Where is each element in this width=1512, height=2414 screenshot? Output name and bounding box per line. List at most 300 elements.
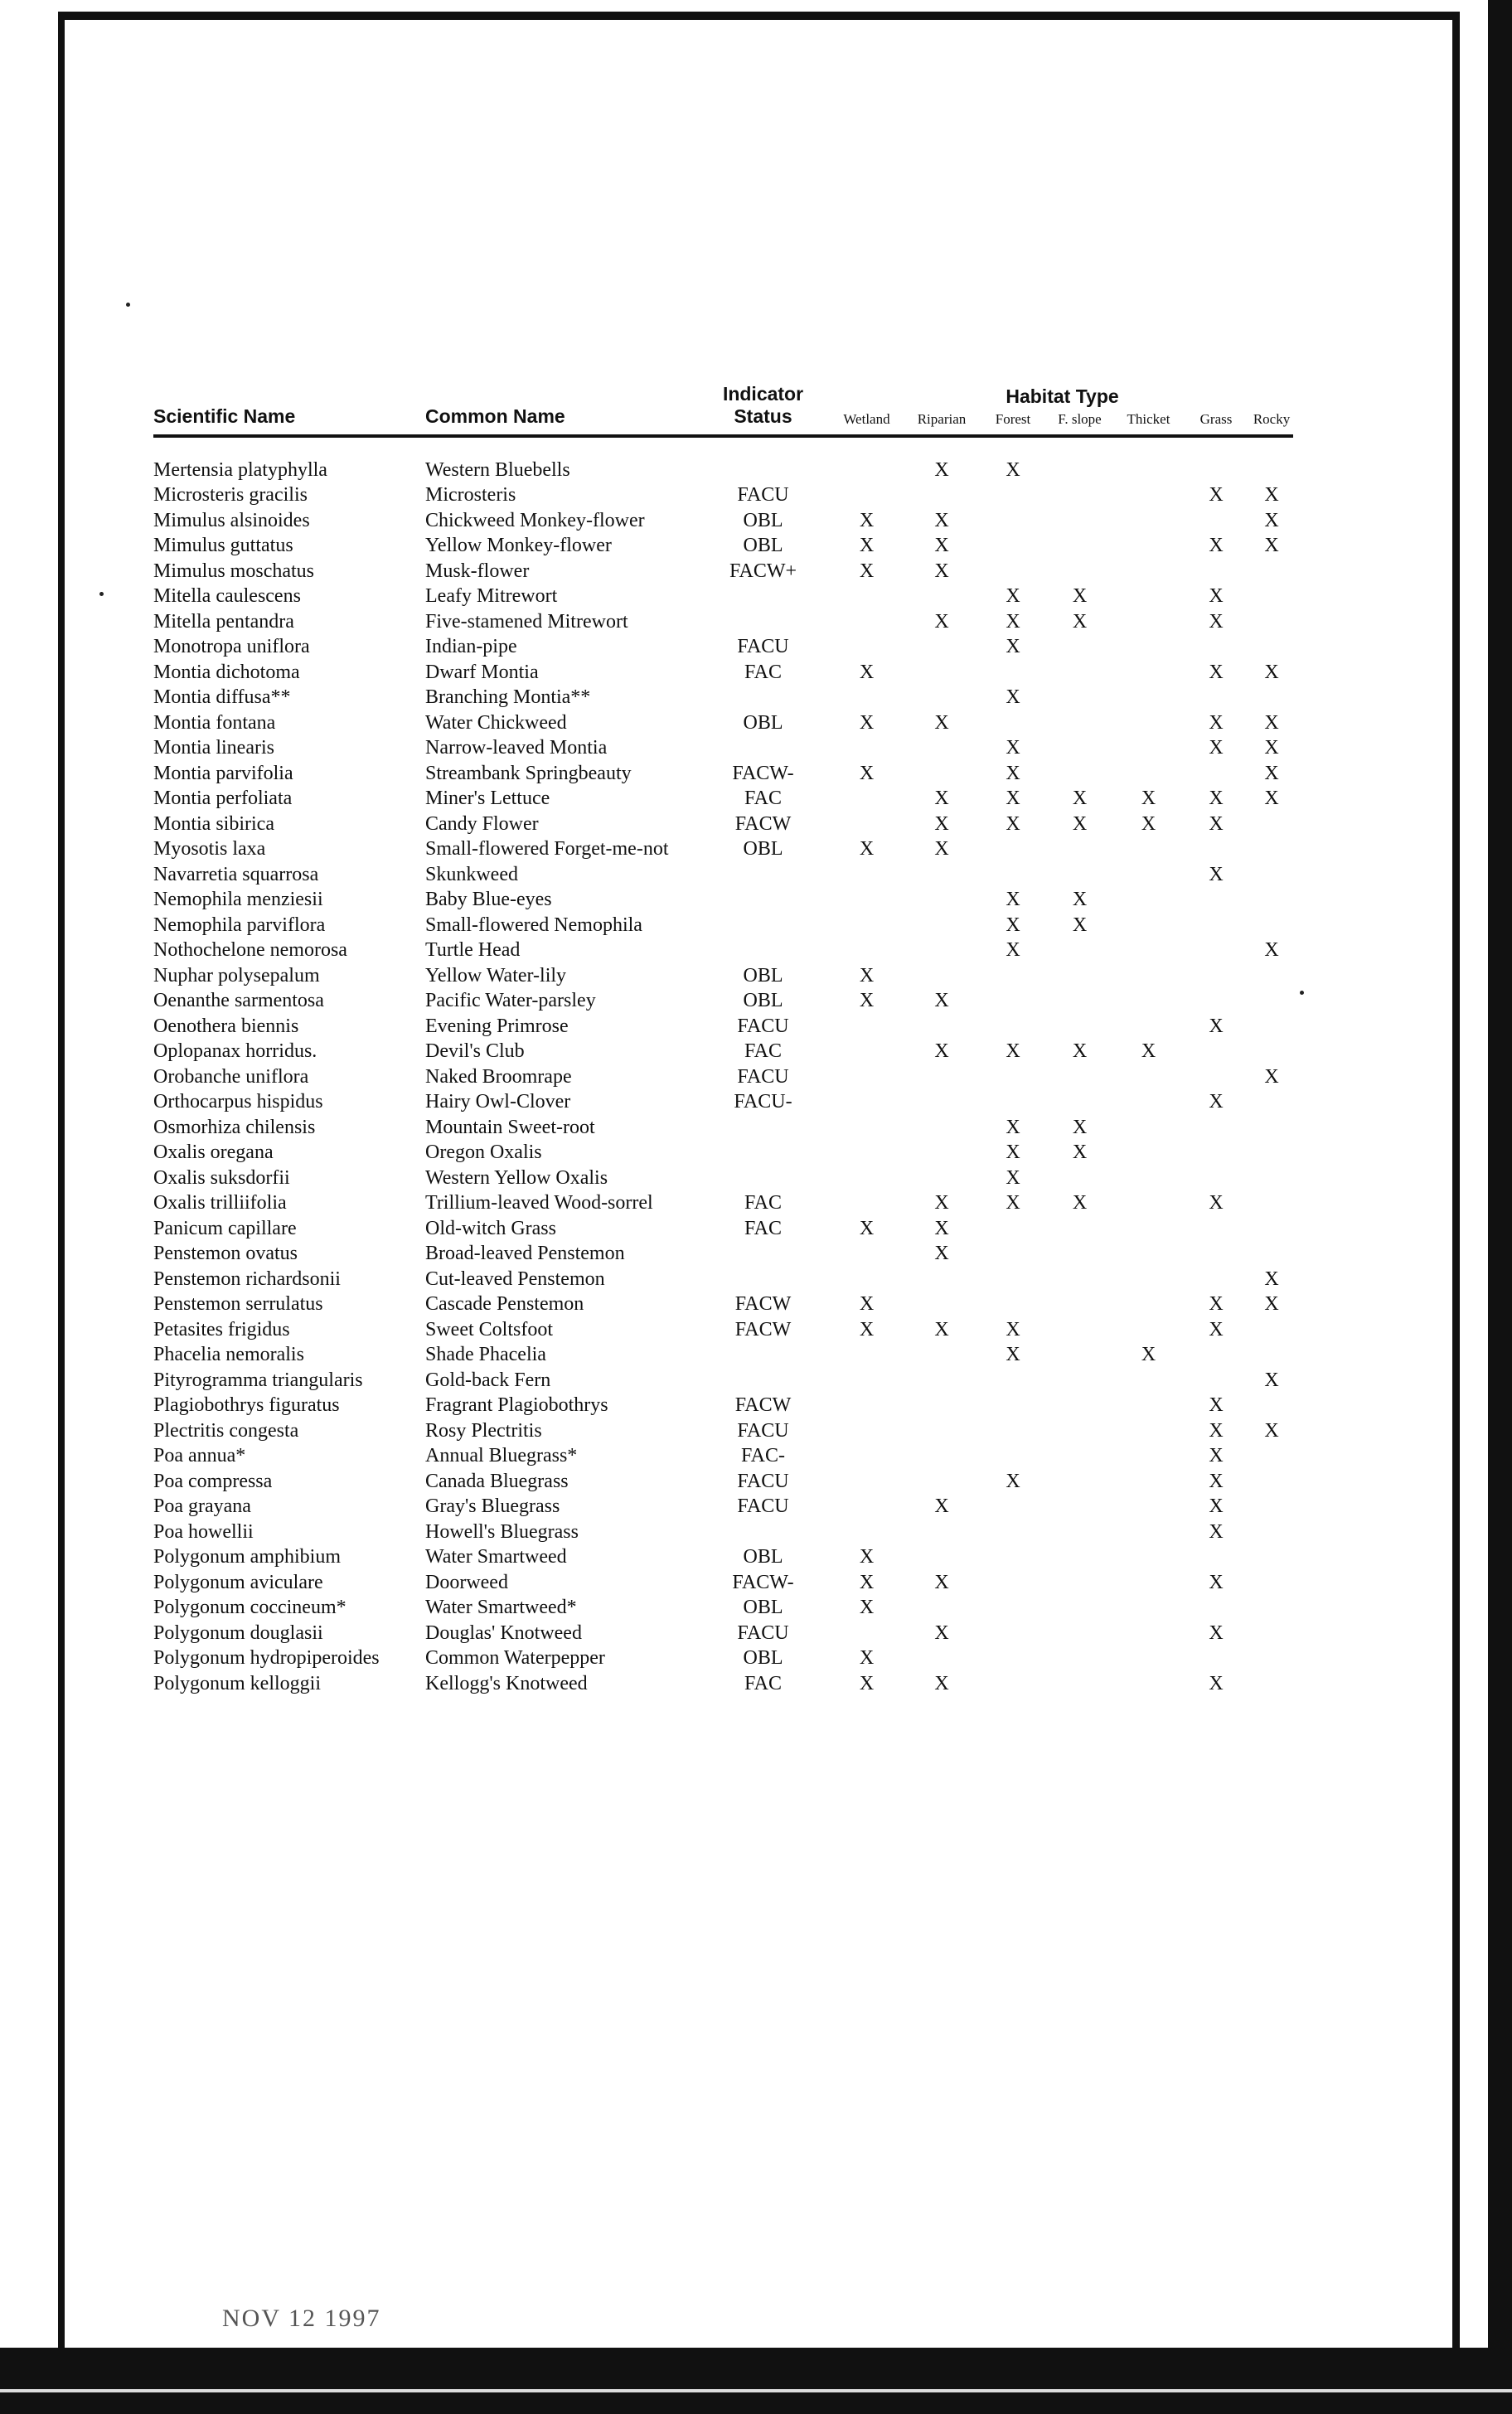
scientific-name-cell: Polygonum amphibium	[153, 1546, 342, 1568]
habitat-mark-cell	[902, 963, 981, 989]
indicator-status-cell: OBL	[743, 990, 783, 1012]
habitat-mark-cell	[902, 1292, 981, 1318]
indicator-status-cell	[695, 1267, 831, 1292]
habitat-mark-cell	[902, 686, 981, 711]
table-row	[153, 1596, 1293, 1621]
habitat-mark-cell: X	[934, 838, 949, 860]
habitat-mark-cell	[902, 1394, 981, 1419]
habitat-mark-cell	[831, 862, 902, 888]
habitat-mark-cell	[1115, 1671, 1182, 1697]
habitat-mark-cell	[1250, 1014, 1293, 1040]
habitat-mark-cell	[902, 1520, 981, 1545]
habitat-mark-cell	[1250, 635, 1293, 661]
habitat-mark-cell	[1182, 559, 1250, 584]
habitat-mark-cell: X	[859, 990, 875, 1012]
habitat-mark-cell	[1250, 1090, 1293, 1116]
habitat-mark-cell	[1044, 1216, 1115, 1242]
table-row	[153, 1394, 1293, 1419]
habitat-mark-cell: X	[1006, 914, 1020, 936]
scientific-name-cell: Polygonum aviculare	[153, 1571, 323, 1593]
habitat-mark-cell	[1115, 710, 1182, 736]
habitat-mark-cell	[902, 635, 981, 661]
indicator-status-cell	[695, 1242, 831, 1268]
habitat-mark-cell	[902, 1141, 981, 1166]
scientific-name-cell: Panicum capillare	[153, 1217, 297, 1239]
habitat-mark-cell: X	[1264, 1369, 1279, 1391]
habitat-mark-cell	[1182, 1596, 1250, 1621]
habitat-mark-cell	[1182, 1267, 1250, 1292]
habitat-mark-cell	[1115, 1570, 1182, 1596]
habitat-mark-cell: X	[934, 812, 949, 835]
habitat-mark-cell	[1182, 436, 1250, 483]
scientific-name-cell: Navarretia squarrosa	[153, 863, 319, 885]
habitat-mark-cell	[1115, 1545, 1182, 1571]
indicator-status-cell: FACU	[737, 1065, 789, 1088]
table-row	[153, 989, 1293, 1015]
habitat-mark-cell	[981, 660, 1044, 686]
habitat-mark-cell	[1115, 963, 1182, 989]
scientific-name-cell: Oenanthe sarmentosa	[153, 990, 324, 1012]
habitat-mark-cell	[1250, 686, 1293, 711]
habitat-mark-cell: X	[859, 1647, 875, 1670]
habitat-mark-cell	[831, 1141, 902, 1166]
habitat-mark-cell	[831, 1090, 902, 1116]
habitat-mark-cell	[1182, 1216, 1250, 1242]
indicator-status-cell: FACW	[734, 1394, 792, 1417]
habitat-mark-cell	[1115, 1267, 1182, 1292]
indicator-status-cell: FACU	[737, 1015, 789, 1037]
scientific-name-cell: Plagiobothrys figuratus	[153, 1394, 340, 1417]
scientific-name-cell: Poa compressa	[153, 1470, 273, 1492]
habitat-mark-cell	[1182, 635, 1250, 661]
common-name-cell: Narrow-leaved Montia	[425, 737, 608, 759]
habitat-mark-cell: X	[1072, 1142, 1088, 1164]
habitat-mark-cell: X	[1264, 661, 1279, 683]
common-name-cell: Five-stamened Mitrewort	[425, 610, 628, 633]
habitat-mark-cell	[1250, 812, 1293, 837]
habitat-mark-cell: X	[934, 1571, 949, 1593]
scientific-name-cell: Microsteris gracilis	[153, 484, 308, 507]
habitat-mark-cell	[1250, 1317, 1293, 1343]
habitat-mark-cell	[1115, 609, 1182, 635]
habitat-mark-cell: X	[1264, 509, 1279, 531]
habitat-mark-cell: X	[1006, 1470, 1020, 1492]
header-habitat-forest: Forest	[981, 408, 1044, 436]
habitat-mark-cell: X	[859, 1217, 875, 1239]
habitat-mark-cell	[1115, 1317, 1182, 1343]
indicator-status-cell: FACU	[737, 484, 789, 507]
common-name-cell: Branching Montia**	[425, 686, 591, 709]
indicator-status-cell: OBL	[743, 1647, 783, 1670]
habitat-mark-cell	[1182, 1141, 1250, 1166]
habitat-mark-cell	[1115, 1064, 1182, 1090]
indicator-status-cell: OBL	[743, 964, 783, 986]
scientific-name-cell: Mimulus moschatus	[153, 560, 315, 582]
habitat-mark-cell	[1115, 1368, 1182, 1394]
habitat-mark-cell	[831, 787, 902, 812]
habitat-mark-cell: X	[1072, 914, 1088, 936]
habitat-mark-cell: X	[1141, 1040, 1156, 1063]
common-name-cell: Skunkweed	[425, 863, 518, 885]
habitat-mark-cell	[831, 913, 902, 938]
habitat-mark-cell: X	[1209, 812, 1224, 835]
habitat-mark-cell	[902, 1090, 981, 1116]
habitat-mark-cell: X	[859, 762, 875, 784]
habitat-mark-cell: X	[1209, 1015, 1224, 1037]
common-name-cell: Hairy Owl-Clover	[425, 1091, 571, 1113]
habitat-mark-cell: X	[859, 1571, 875, 1593]
common-name-cell: Mountain Sweet-root	[425, 1116, 595, 1138]
header-habitat-f-slope: F. slope	[1044, 408, 1115, 436]
habitat-mark-cell: X	[1141, 1344, 1156, 1366]
habitat-mark-cell	[902, 888, 981, 914]
habitat-mark-cell	[1044, 1242, 1115, 1268]
habitat-mark-cell	[1044, 1596, 1115, 1621]
common-name-cell: Douglas' Knotweed	[425, 1621, 582, 1644]
habitat-mark-cell: X	[1264, 737, 1279, 759]
habitat-mark-cell	[1115, 1394, 1182, 1419]
habitat-mark-cell: X	[1264, 535, 1279, 557]
common-name-cell: Musk-flower	[425, 560, 530, 582]
habitat-mark-cell	[902, 1444, 981, 1470]
habitat-mark-cell: X	[1209, 788, 1224, 810]
common-name-cell: Water Chickweed	[425, 711, 567, 734]
habitat-mark-cell	[1044, 1014, 1115, 1040]
scan-speck	[99, 592, 104, 596]
common-name-cell: Shade Phacelia	[425, 1344, 546, 1366]
habitat-mark-cell	[1115, 1115, 1182, 1141]
habitat-mark-cell: X	[934, 458, 949, 481]
habitat-mark-cell	[1250, 1596, 1293, 1621]
habitat-mark-cell	[1115, 1469, 1182, 1495]
habitat-mark-cell: X	[1264, 711, 1279, 734]
habitat-mark-cell: X	[1006, 610, 1020, 633]
table-row	[153, 660, 1293, 686]
table-row	[153, 635, 1293, 661]
habitat-mark-cell	[1250, 1141, 1293, 1166]
indicator-status-cell: FACW-	[732, 1571, 794, 1593]
habitat-mark-cell: X	[1209, 585, 1224, 608]
habitat-mark-cell: X	[1141, 788, 1156, 810]
habitat-mark-cell	[981, 559, 1044, 584]
habitat-mark-cell: X	[859, 964, 875, 986]
habitat-mark-cell: X	[1006, 686, 1020, 709]
table-row	[153, 609, 1293, 635]
habitat-mark-cell: X	[934, 1040, 949, 1063]
table-row	[153, 1317, 1293, 1343]
habitat-mark-cell	[1044, 483, 1115, 509]
table-row	[153, 584, 1293, 610]
habitat-mark-cell	[1250, 1671, 1293, 1697]
habitat-mark-cell	[981, 862, 1044, 888]
habitat-mark-cell	[1044, 938, 1115, 964]
indicator-status-cell: FAC	[744, 1040, 782, 1063]
indicator-status-cell: FACU	[737, 1621, 789, 1644]
indicator-status-cell: FAC	[744, 1672, 782, 1694]
common-name-cell: Old-witch Grass	[425, 1217, 556, 1239]
habitat-mark-cell: X	[1072, 1192, 1088, 1214]
scientific-name-cell: Mimulus alsinoides	[153, 509, 310, 531]
table-row	[153, 483, 1293, 509]
habitat-mark-cell	[1115, 1141, 1182, 1166]
table-row	[153, 534, 1293, 560]
page-border-left	[58, 12, 65, 2349]
habitat-mark-cell	[831, 1495, 902, 1520]
scan-speck	[126, 303, 130, 307]
habitat-mark-cell: X	[1264, 1065, 1279, 1088]
indicator-status-cell	[695, 1115, 831, 1141]
habitat-mark-cell	[1044, 1394, 1115, 1419]
habitat-mark-cell	[902, 1469, 981, 1495]
habitat-mark-cell	[1250, 1545, 1293, 1571]
habitat-mark-cell: X	[1072, 788, 1088, 810]
scientific-name-cell: Polygonum hydropiperoides	[153, 1647, 380, 1670]
habitat-mark-cell	[1044, 1520, 1115, 1545]
habitat-table	[153, 383, 1293, 1697]
habitat-mark-cell	[1115, 862, 1182, 888]
habitat-mark-cell	[981, 1216, 1044, 1242]
habitat-mark-cell	[981, 534, 1044, 560]
habitat-mark-cell	[831, 1166, 902, 1191]
scan-edge-bottom	[0, 2348, 1512, 2414]
habitat-mark-cell	[902, 1646, 981, 1672]
common-name-cell: Gold-back Fern	[425, 1369, 551, 1391]
habitat-mark-cell	[1044, 635, 1115, 661]
table-row	[153, 963, 1293, 989]
scientific-name-cell: Nemophila parviflora	[153, 914, 326, 936]
common-name-cell: Small-flowered Forget-me-not	[425, 838, 669, 860]
habitat-mark-cell	[1250, 559, 1293, 584]
habitat-mark-cell	[981, 1520, 1044, 1545]
habitat-mark-cell	[1250, 1115, 1293, 1141]
habitat-mark-cell	[1044, 761, 1115, 787]
habitat-mark-cell	[1115, 686, 1182, 711]
habitat-mark-cell	[1044, 989, 1115, 1015]
table-row	[153, 1166, 1293, 1191]
common-name-cell: Canada Bluegrass	[425, 1470, 569, 1492]
habitat-mark-cell	[902, 1115, 981, 1141]
indicator-status-cell	[695, 1520, 831, 1545]
habitat-mark-cell	[1115, 1495, 1182, 1520]
habitat-mark-cell	[981, 963, 1044, 989]
table-row	[153, 1671, 1293, 1697]
common-name-cell: Trillium-leaved Wood-sorrel	[425, 1192, 653, 1214]
header-habitat-rocky: Rocky	[1250, 408, 1293, 436]
habitat-mark-cell: X	[1072, 1116, 1088, 1138]
table-row	[153, 1495, 1293, 1520]
indicator-status-cell	[695, 1166, 831, 1191]
habitat-mark-cell	[981, 1368, 1044, 1394]
indicator-status-cell: FACU	[737, 636, 789, 658]
header-common-name: Common Name	[425, 383, 695, 436]
habitat-mark-cell: X	[934, 1621, 949, 1644]
habitat-mark-cell	[831, 1469, 902, 1495]
habitat-mark-cell	[1115, 483, 1182, 509]
habitat-mark-cell	[831, 1418, 902, 1444]
habitat-mark-cell	[1115, 1621, 1182, 1646]
common-name-cell: Candy Flower	[425, 812, 539, 835]
habitat-mark-cell	[1044, 837, 1115, 863]
indicator-status-cell: FAC-	[741, 1445, 785, 1467]
habitat-mark-cell	[1182, 508, 1250, 534]
habitat-mark-cell: X	[859, 1293, 875, 1316]
habitat-mark-cell	[981, 1545, 1044, 1571]
common-name-cell: Doorweed	[425, 1571, 508, 1593]
habitat-mark-cell	[1044, 710, 1115, 736]
habitat-mark-cell	[1115, 1596, 1182, 1621]
common-name-cell: Small-flowered Nemophila	[425, 914, 642, 936]
habitat-mark-cell	[1182, 963, 1250, 989]
habitat-mark-cell	[831, 635, 902, 661]
habitat-mark-cell: X	[934, 610, 949, 633]
habitat-mark-cell	[1115, 660, 1182, 686]
habitat-mark-cell	[981, 1495, 1044, 1520]
table-row	[153, 1646, 1293, 1672]
habitat-mark-cell	[981, 1090, 1044, 1116]
indicator-status-cell: OBL	[743, 711, 783, 734]
table-row	[153, 913, 1293, 938]
indicator-status-cell: FAC	[744, 1192, 782, 1214]
scientific-name-cell: Plectritis congesta	[153, 1419, 299, 1442]
header-habitat-wetland: Wetland	[831, 408, 902, 436]
scientific-name-cell: Poa grayana	[153, 1495, 251, 1518]
common-name-cell: Howell's Bluegrass	[425, 1520, 579, 1543]
habitat-mark-cell: X	[1141, 812, 1156, 835]
habitat-mark-cell: X	[934, 990, 949, 1012]
habitat-mark-cell	[1115, 508, 1182, 534]
scientific-name-cell: Oxalis trilliifolia	[153, 1192, 287, 1214]
habitat-mark-cell	[1115, 534, 1182, 560]
habitat-mark-cell	[831, 483, 902, 509]
habitat-mark-cell: X	[1209, 1318, 1224, 1340]
header-habitat-grass: Grass	[1182, 408, 1250, 436]
indicator-status-cell	[695, 584, 831, 610]
habitat-mark-cell	[1250, 913, 1293, 938]
common-name-cell: Sweet Coltsfoot	[425, 1318, 553, 1340]
indicator-status-cell	[695, 1368, 831, 1394]
habitat-mark-cell	[1250, 989, 1293, 1015]
habitat-mark-cell	[831, 1368, 902, 1394]
common-name-cell: Western Yellow Oxalis	[425, 1166, 608, 1189]
habitat-mark-cell: X	[1006, 1344, 1020, 1366]
habitat-mark-cell	[1250, 1191, 1293, 1217]
habitat-mark-cell: X	[1209, 737, 1224, 759]
habitat-mark-cell	[831, 1444, 902, 1470]
indicator-status-cell: FACW	[734, 1293, 792, 1316]
habitat-mark-cell	[1044, 1064, 1115, 1090]
table-row	[153, 686, 1293, 711]
habitat-mark-cell: X	[1006, 788, 1020, 810]
habitat-mark-cell: X	[934, 1217, 949, 1239]
indicator-status-cell: FACU	[737, 1419, 789, 1442]
habitat-mark-cell	[1182, 837, 1250, 863]
habitat-mark-cell: X	[1209, 1419, 1224, 1442]
table-row	[153, 837, 1293, 863]
habitat-mark-cell	[1115, 1444, 1182, 1470]
page-border-top	[58, 12, 1459, 20]
habitat-mark-cell	[1115, 1090, 1182, 1116]
habitat-mark-cell	[1250, 1570, 1293, 1596]
habitat-mark-cell	[1182, 1368, 1250, 1394]
habitat-mark-cell	[831, 1621, 902, 1646]
indicator-status-cell: OBL	[743, 1546, 783, 1568]
habitat-mark-cell	[981, 1570, 1044, 1596]
common-name-cell: Common Waterpepper	[425, 1647, 605, 1670]
table-row	[153, 1267, 1293, 1292]
habitat-mark-cell	[1250, 1040, 1293, 1065]
table-row	[153, 1520, 1293, 1545]
habitat-mark-cell: X	[1264, 1293, 1279, 1316]
habitat-mark-cell	[1115, 1191, 1182, 1217]
habitat-mark-cell: X	[1209, 1571, 1224, 1593]
habitat-mark-cell	[1182, 1242, 1250, 1268]
habitat-mark-cell	[1182, 686, 1250, 711]
habitat-mark-cell: X	[934, 535, 949, 557]
habitat-mark-cell	[1044, 559, 1115, 584]
common-name-cell: Chickweed Monkey-flower	[425, 509, 645, 531]
common-name-cell: Gray's Bluegrass	[425, 1495, 560, 1518]
habitat-mark-cell	[1115, 559, 1182, 584]
habitat-mark-cell	[1044, 686, 1115, 711]
indicator-status-cell: FAC	[744, 788, 782, 810]
habitat-mark-cell	[831, 1191, 902, 1217]
habitat-mark-cell	[981, 508, 1044, 534]
scientific-name-cell: Penstemon ovatus	[153, 1243, 298, 1265]
habitat-mark-cell	[1250, 436, 1293, 483]
habitat-mark-cell	[981, 710, 1044, 736]
habitat-mark-cell: X	[859, 1672, 875, 1694]
table-row	[153, 1064, 1293, 1090]
habitat-mark-cell: X	[1209, 1672, 1224, 1694]
scientific-name-cell: Montia linearis	[153, 737, 274, 759]
scientific-name-cell: Oenothera biennis	[153, 1015, 299, 1037]
habitat-mark-cell: X	[859, 1546, 875, 1568]
habitat-mark-cell: X	[1006, 1142, 1020, 1164]
table-row	[153, 1545, 1293, 1571]
habitat-mark-cell: X	[934, 711, 949, 734]
common-name-cell: Western Bluebells	[425, 458, 570, 481]
habitat-mark-cell	[981, 989, 1044, 1015]
habitat-mark-cell: X	[859, 509, 875, 531]
indicator-status-cell: FACU-	[734, 1091, 792, 1113]
table-row	[153, 862, 1293, 888]
scientific-name-cell: Mitella caulescens	[153, 585, 301, 608]
habitat-mark-cell	[902, 1267, 981, 1292]
habitat-mark-cell	[1044, 862, 1115, 888]
habitat-mark-cell	[831, 1064, 902, 1090]
habitat-mark-cell: X	[1264, 1419, 1279, 1442]
scientific-name-cell: Orobanche uniflora	[153, 1065, 309, 1088]
habitat-mark-cell	[1115, 1014, 1182, 1040]
habitat-mark-cell	[902, 1418, 981, 1444]
table-row	[153, 761, 1293, 787]
habitat-mark-cell: X	[1006, 1166, 1020, 1189]
habitat-mark-cell	[1182, 938, 1250, 964]
scientific-name-cell: Polygonum coccineum*	[153, 1597, 346, 1619]
habitat-mark-cell: X	[1264, 939, 1279, 962]
habitat-mark-cell	[981, 1444, 1044, 1470]
habitat-mark-cell: X	[1006, 585, 1020, 608]
scientific-name-cell: Petasites frigidus	[153, 1318, 290, 1340]
habitat-mark-cell: X	[1006, 1040, 1020, 1063]
habitat-mark-cell	[831, 1115, 902, 1141]
indicator-status-cell: OBL	[743, 509, 783, 531]
habitat-mark-cell	[831, 1520, 902, 1545]
indicator-status-cell: OBL	[743, 535, 783, 557]
table-row	[153, 787, 1293, 812]
scientific-name-cell: Nemophila menziesii	[153, 889, 323, 911]
table-row	[153, 1368, 1293, 1394]
